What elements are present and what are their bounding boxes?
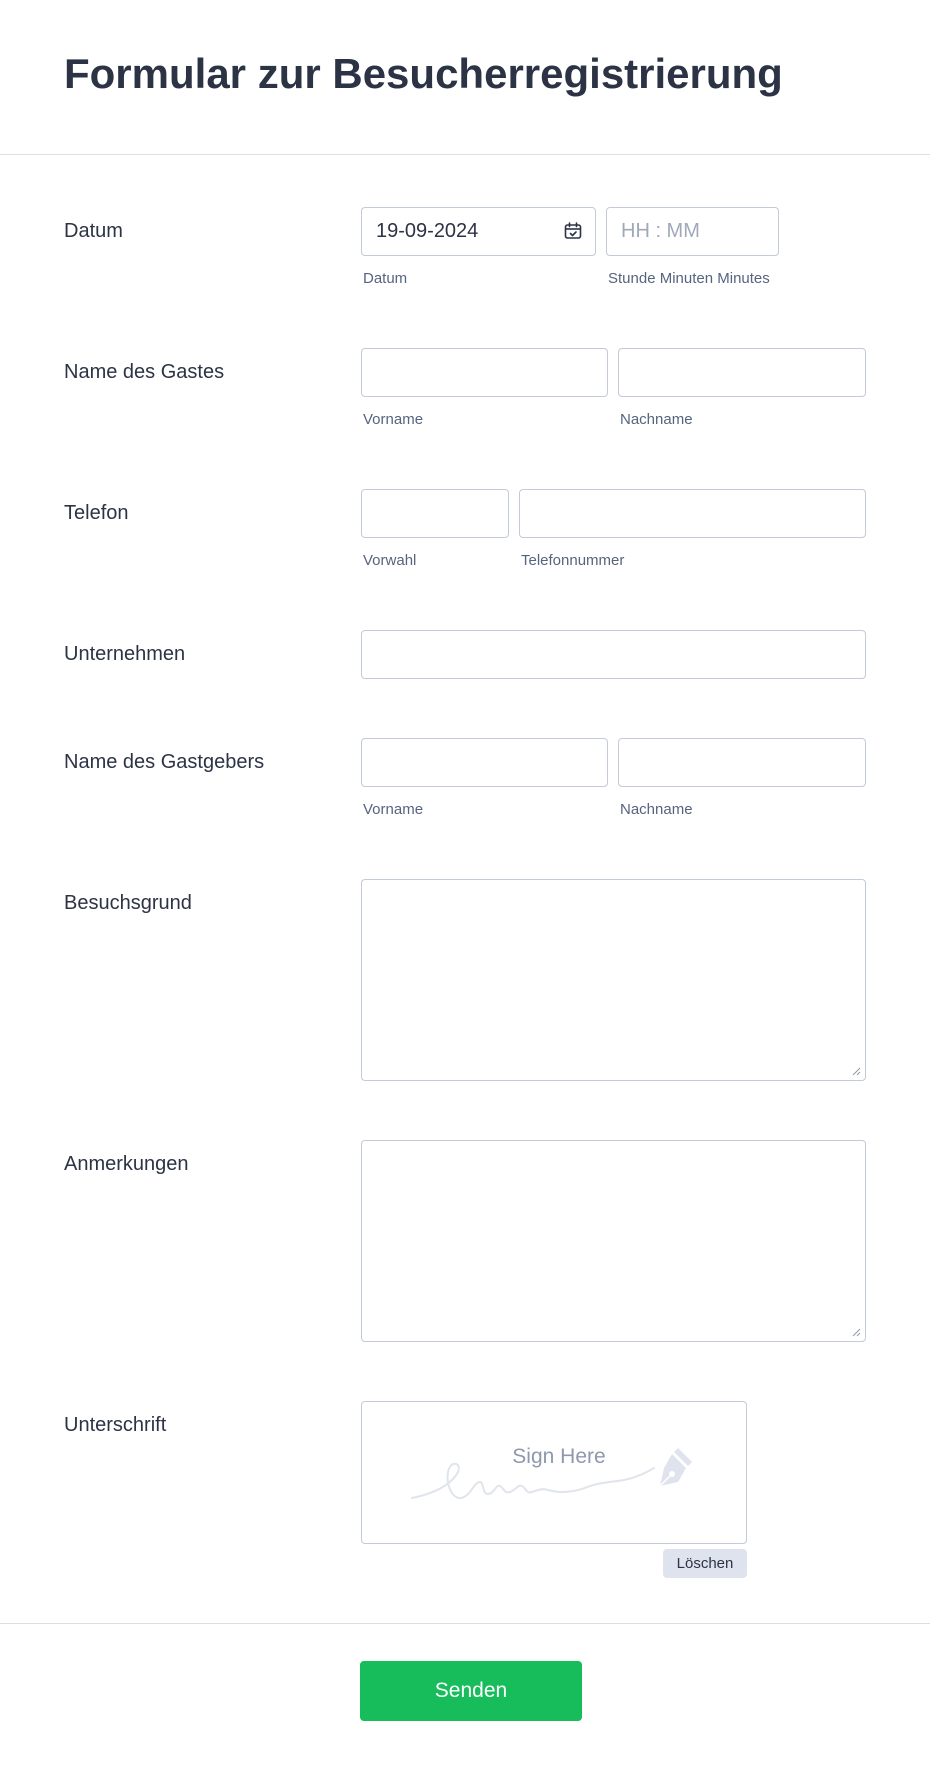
host-last-name-sublabel: Nachname xyxy=(620,801,693,818)
footer-divider xyxy=(0,1623,930,1624)
signature-label: Unterschrift xyxy=(64,1414,167,1436)
time-placeholder: HH : MM xyxy=(621,220,700,242)
host-first-name-sublabel: Vorname xyxy=(363,801,424,818)
notes-label: Anmerkungen xyxy=(64,1153,189,1175)
reason-textarea[interactable] xyxy=(361,879,866,1081)
phone-number-input[interactable] xyxy=(519,489,866,538)
form-header xyxy=(0,0,930,155)
clear-signature-button[interactable]: Löschen xyxy=(663,1549,747,1578)
time-sublabel: Stunde Minuten Minutes xyxy=(608,270,770,287)
time-input[interactable] xyxy=(606,207,779,256)
form-title: Formular zur Besucherregistrierung xyxy=(64,50,783,97)
guest-last-name-input[interactable] xyxy=(618,348,866,397)
area-code-sublabel: Vorwahl xyxy=(363,552,417,569)
phone-number-sublabel: Telefonnummer xyxy=(521,552,625,569)
guest-first-name-sublabel: Vorname xyxy=(363,411,424,428)
host-last-name-input[interactable] xyxy=(618,738,866,787)
signature-pad[interactable] xyxy=(361,1401,747,1544)
reason-label: Besuchsgrund xyxy=(64,892,192,914)
date-input[interactable] xyxy=(361,207,596,256)
fountain-pen-icon xyxy=(648,1446,694,1490)
company-label: Unternehmen xyxy=(64,643,186,665)
host-name-label: Name des Gastgebers xyxy=(64,751,265,773)
company-input[interactable] xyxy=(361,630,866,679)
notes-textarea[interactable] xyxy=(361,1140,866,1342)
resize-handle-icon[interactable] xyxy=(851,1066,861,1076)
calendar-check-icon[interactable] xyxy=(563,221,583,241)
area-code-input[interactable] xyxy=(361,489,509,538)
phone-label: Telefon xyxy=(64,502,129,524)
guest-name-label: Name des Gastes xyxy=(64,361,225,383)
submit-button[interactable]: Senden xyxy=(360,1661,582,1721)
date-label: Datum xyxy=(64,220,123,242)
guest-last-name-sublabel: Nachname xyxy=(620,411,693,428)
date-sublabel: Datum xyxy=(363,270,408,287)
host-first-name-input[interactable] xyxy=(361,738,608,787)
guest-first-name-input[interactable] xyxy=(361,348,608,397)
date-value: 19-09-2024 xyxy=(376,220,479,242)
resize-handle-icon[interactable] xyxy=(851,1327,861,1337)
signature-hint: Sign Here xyxy=(512,1445,606,1468)
